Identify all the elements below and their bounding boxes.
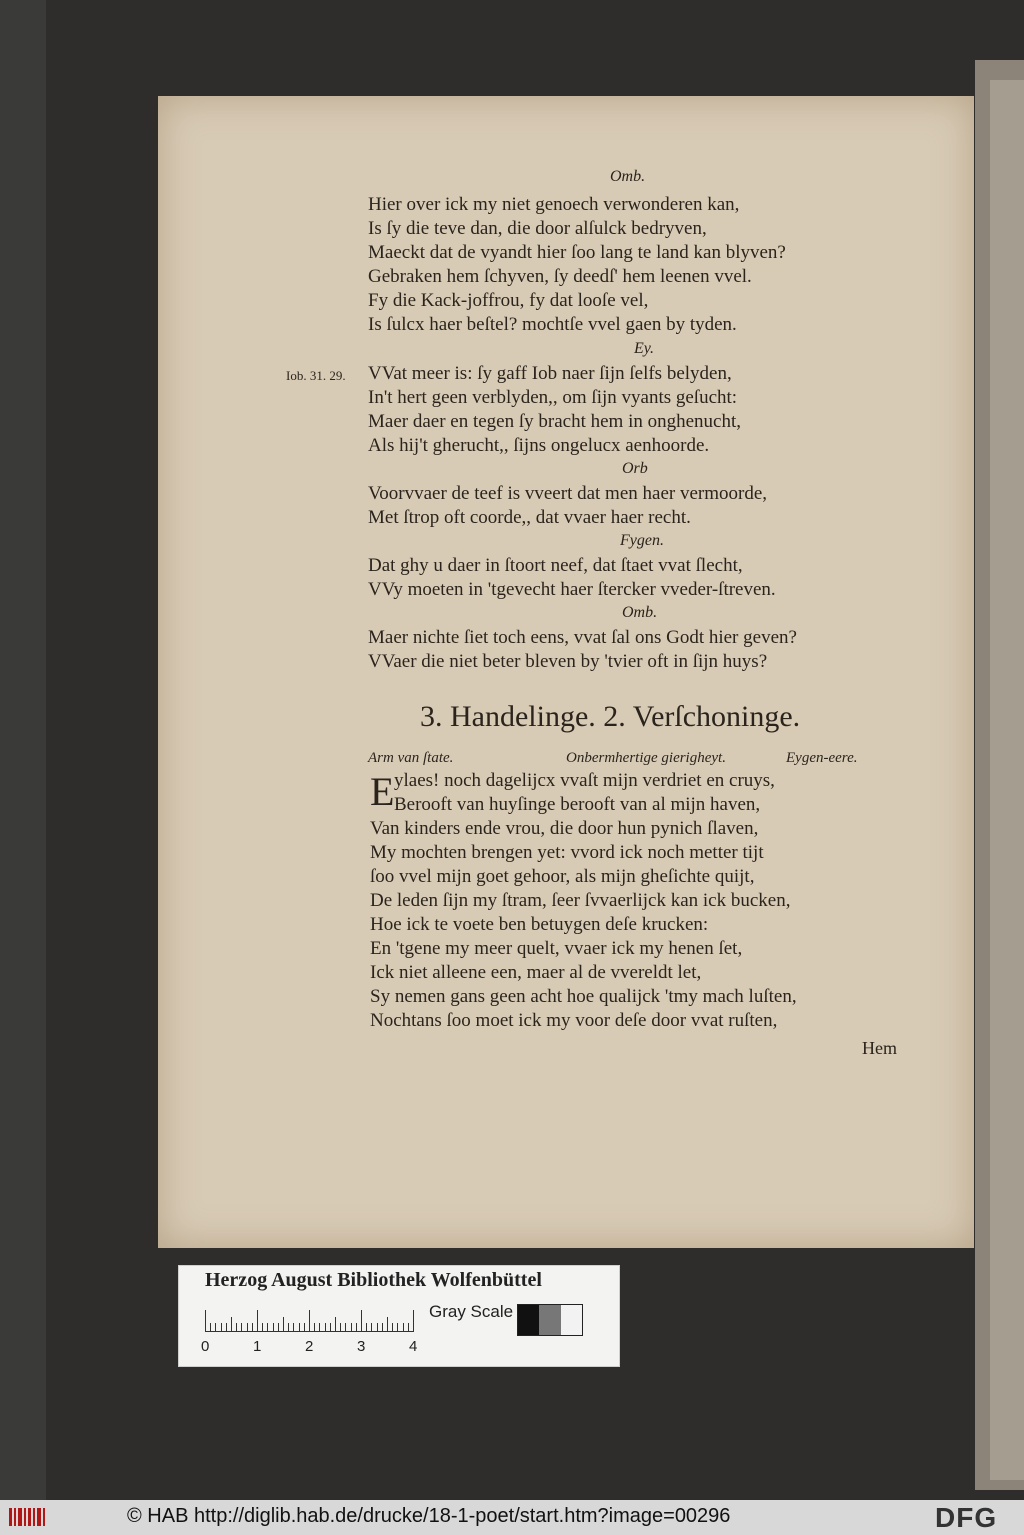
ruler-number: 4 [409,1338,418,1355]
verse-line: In't hert geen verblyden,, om ſijn vyants geſucht: [368,387,738,408]
verse-line: Als hij't gherucht,, ſijns ongelucx aenhoorde. [368,435,710,456]
ruler-number: 3 [357,1338,366,1355]
ruler-tick [231,1317,232,1332]
ruler-tick [267,1323,268,1332]
ruler-tick [356,1323,357,1332]
ruler-tick [361,1310,362,1332]
verse-line: Fy die Kack-joffrou, fy dat looſe vel, [368,290,649,311]
ruler-tick [299,1323,300,1332]
ruler-tick [288,1323,289,1332]
ruler-tick [387,1317,388,1332]
cast-name: Eygen-eere. [786,750,858,766]
gray-scale-swatches [517,1304,583,1336]
verse-line: Dat ghy u daer in ſtoort neef, dat ſtaet vvat ſlecht, [368,555,743,576]
verse-line: Met ſtrop oft coorde,, dat vvaer haer recht. [368,507,691,528]
ruler-tick [403,1323,404,1332]
ruler-tick [371,1323,372,1332]
speaker-fygen: Fygen. [620,532,664,549]
ruler-tick [366,1323,367,1332]
ruler-tick [397,1323,398,1332]
ruler-tick [319,1323,320,1332]
ruler-tick [325,1323,326,1332]
ruler-tick [221,1323,222,1332]
speaker-omb: Omb. [622,604,658,621]
drop-capital: E [370,769,395,814]
swatch-black [518,1305,539,1335]
ruler-tick [257,1310,258,1332]
verse-line: En 'tgene my meer quelt, vvaer ick my henen ſet, [370,938,743,959]
verse-line: Is ſulcx haer beſtel? mochtſe vvel gaen by tyden. [368,314,737,335]
verse-line: Nochtans ſoo moet ick my voor deſe door vvat ruſten, [370,1010,778,1031]
ruler-tick [345,1323,346,1332]
catchword: Hem [862,1038,897,1058]
verse-line: De leden ſijn my ſtram, ſeer ſvvaerlijck kan ick bucken, [370,890,791,911]
ruler-tick [314,1323,315,1332]
verse-line: Maer nichte ſiet toch eens, vvat ſal ons Godt hier geven? [368,627,797,648]
ruler-tick [252,1323,253,1332]
verse-line: ylaes! noch dagelijcx vvaſt mijn verdriet en cruys, [394,770,775,791]
ruler-tick [413,1310,414,1332]
verse-line: VVy moeten in 'tgevecht haer ſtercker vveder-ſtreven. [368,579,776,600]
ruler-tick [236,1323,237,1332]
left-dark-strip [0,0,46,1500]
speaker-omb-top: Omb. [610,168,646,185]
ruler-tick [392,1323,393,1332]
ruler-tick [205,1310,206,1332]
cast-name: Arm van ſtate. [368,750,454,766]
verse-line: Maeckt dat de vyandt hier ſoo lang te land kan blyven? [368,242,786,263]
verse-line: My mochten brengen yet: vvord ick noch metter tijt [370,842,764,863]
ruler-tick [293,1323,294,1332]
book-page [158,96,974,1248]
ruler-tick [351,1323,352,1332]
margin-reference: Iob. 31. 29. [286,368,346,383]
verse-line: Ick niet alleene een, maer al de vvereldt let, [370,962,702,983]
speaker-ey: Ey. [634,340,654,357]
ruler-tick [210,1323,211,1332]
ruler-tick [309,1310,310,1332]
copyright-url: © HAB http://diglib.hab.de/drucke/18-1-poet/start.htm?image=00296 [127,1505,731,1527]
ruler-tick [335,1317,336,1332]
verse-line: VVaer die niet beter bleven by 'tvier oft in ſijn huys? [368,651,768,672]
ruler-number: 0 [201,1338,210,1355]
ruler-tick [273,1323,274,1332]
verse-line: ſoo vvel mijn goet gehoor, als mijn gheſichte quijt, [370,866,755,887]
facing-page-edge-light [990,80,1024,1480]
section-heading: 3. Handelinge. 2. Verſchoninge. [420,700,801,733]
scale-ruler [205,1310,413,1332]
cast-name: Onbermhertige gierigheyt. [566,750,726,766]
ruler-tick [247,1323,248,1332]
verse-line: Gebraken hem ſchyven, ſy deedſ' hem leenen vvel. [368,266,752,287]
ruler-tick [215,1323,216,1332]
verse-line: Voorvvaer de teef is vveert dat men haer vermoorde, [368,483,768,504]
library-name: Herzog August Bibliothek Wolfenbüttel [205,1269,542,1291]
ruler-tick [304,1323,305,1332]
ruler-tick [241,1323,242,1332]
ruler-tick [330,1323,331,1332]
swatch-gray [539,1305,560,1335]
verse-line: Hier over ick my niet genoech verwonderen kan, [368,194,740,215]
verse-line: Maer daer en tegen ſy bracht hem in onghenucht, [368,411,741,432]
footer-bar [0,1500,1024,1535]
ruler-tick [262,1323,263,1332]
speaker-orb: Orb [622,460,648,477]
ruler-tick [340,1323,341,1332]
hab-barcode-icon [8,1506,46,1528]
library-color-card [178,1265,620,1367]
ruler-tick [382,1323,383,1332]
verse-line: Hoe ick te voete ben betuygen deſe krucken: [370,914,709,935]
ruler-number: 2 [305,1338,314,1355]
verse-line: Is ſy die teve dan, die door alſulck bedryven, [368,218,707,239]
verse-line: Berooft van huyſinge berooft van al mijn haven, [394,794,761,815]
ruler-number: 1 [253,1338,262,1355]
swatch-white [561,1305,582,1335]
verse-line: Sy nemen gans geen acht hoe qualijck 'tmy mach luſten, [370,986,797,1007]
verse-line: VVat meer is: ſy gaff Iob naer ſijn ſelfs belyden, [368,363,732,384]
ruler-tick [377,1323,378,1332]
gray-scale-label: Gray Scale [429,1302,514,1321]
ruler-tick [283,1317,284,1332]
ruler-tick [226,1323,227,1332]
dfg-logo: DFG [935,1502,998,1533]
ruler-tick [408,1323,409,1332]
ruler-tick [278,1323,279,1332]
verse-line: Van kinders ende vrou, die door hun pynich ſlaven, [370,818,759,839]
